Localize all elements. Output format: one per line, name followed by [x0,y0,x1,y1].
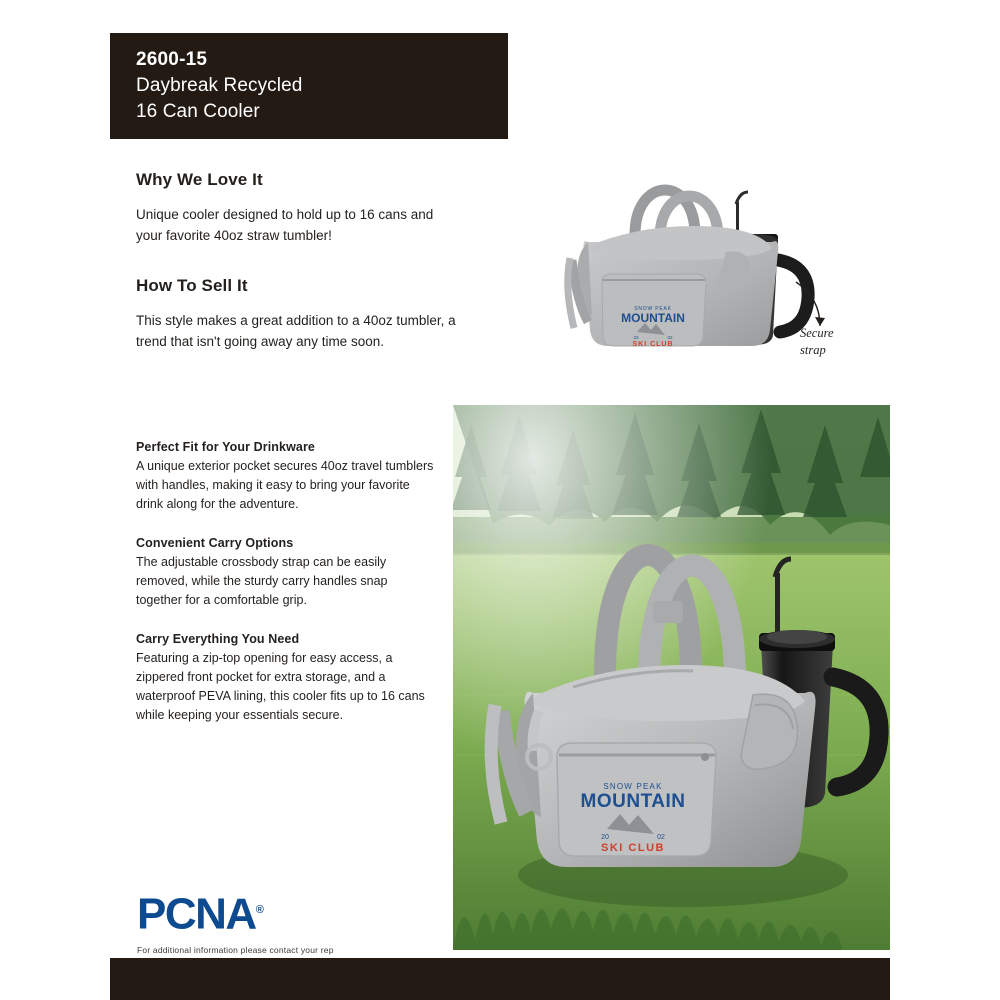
why-we-love-it-heading: Why We Love It [136,170,263,189]
svg-text:SKI CLUB: SKI CLUB [601,842,665,854]
callout-line-2: strap [800,343,826,357]
feature-title: Perfect Fit for Your Drinkware [136,440,315,454]
product-sku: 2600-15 [136,49,208,70]
feature-body: Featuring a zip-top opening for easy access, a zippered front pocket for extra storage, and a waterproof PEVA lining, this cooler fits up to 16 cans while keeping your essentials secure. [136,651,425,722]
svg-text:02: 02 [657,834,665,841]
svg-text:SNOW PEAK: SNOW PEAK [603,782,663,791]
footer-contact-note: For additional information please contact your rep [137,944,334,955]
pcna-logo [137,888,437,955]
footer-bar [110,958,890,1000]
secure-strap-callout [800,325,880,359]
feature-body: A unique exterior pocket secures 40oz travel tumblers with handles, making it easy to bring your favorite drink along for the adventure. [136,459,434,511]
svg-text:SKI CLUB: SKI CLUB [632,341,674,348]
how-to-sell-it-body: This style makes a great addition to a 40oz tumbler, a trend that isn't going away any time soon. [136,313,456,349]
svg-text:20: 20 [633,335,639,340]
why-we-love-it-body: Unique cooler designed to hold up to 16 cans and your favorite 40oz straw tumbler! [136,207,434,243]
feature-item [136,440,436,514]
product-header-block [110,33,508,139]
how-to-sell-it-heading: How To Sell It [136,276,248,295]
feature-item [136,632,436,725]
left-copy-column [136,170,456,382]
svg-text:02: 02 [667,335,673,340]
feature-title: Convenient Carry Options [136,536,294,550]
product-name-line-2: 16 Can Cooler [136,101,260,122]
feature-list [136,440,436,747]
pcna-registered-mark: ® [255,904,264,916]
svg-text:20: 20 [601,834,609,841]
svg-text:SNOW PEAK: SNOW PEAK [634,306,672,312]
pcna-wordmark: PCNA [137,889,256,939]
feature-title: Carry Everything You Need [136,632,300,646]
product-name-line-1: Daybreak Recycled [136,75,303,96]
svg-text:MOUNTAIN: MOUNTAIN [580,791,686,812]
lifestyle-photo [453,405,890,950]
svg-text:MOUNTAIN: MOUNTAIN [621,311,685,325]
feature-body: The adjustable crossbody strap can be easily removed, while the sturdy carry handles snap together for a comfortable grip. [136,555,388,607]
feature-item [136,536,436,610]
pcna-logo-text [137,888,437,937]
callout-line-1: Secure [800,326,834,340]
